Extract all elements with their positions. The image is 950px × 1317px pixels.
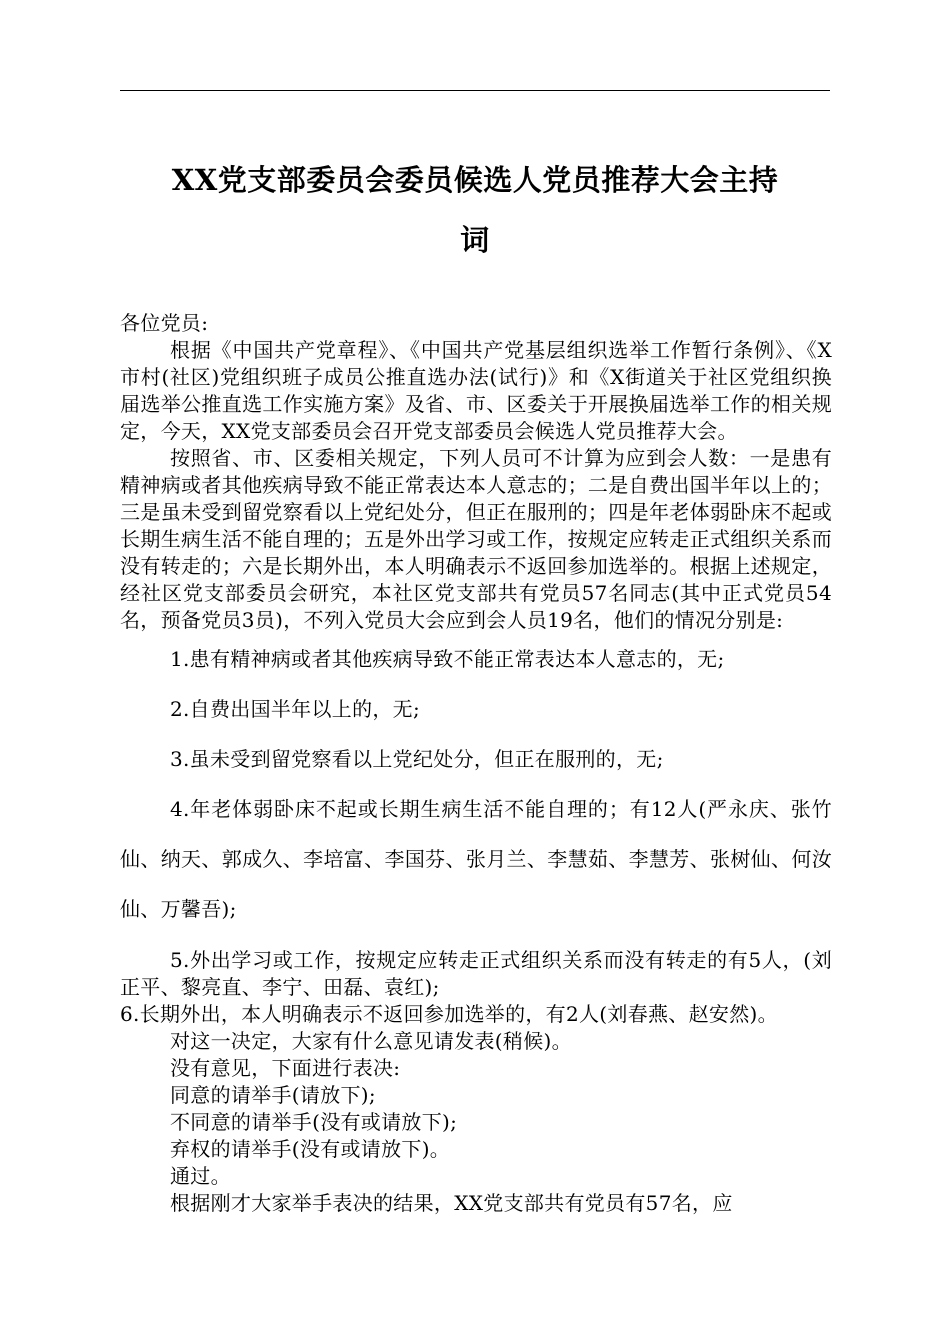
opinion-line: 对这一决定，大家有什么意见请发表(稍候)。	[170, 1029, 572, 1053]
document-title	[120, 150, 830, 270]
list-item-1: 1.患有精神病或者其他疾病导致不能正常表达本人意志的，无;	[170, 647, 725, 671]
list-item-6: 6.长期外出，本人明确表示不返回参加选举的，有2人(刘春燕、赵安然)。	[120, 1002, 778, 1026]
abstain-line: 弃权的请举手(没有或请放下)。	[170, 1137, 451, 1161]
list-item-4: 4.年老体弱卧床不起或长期生病生活不能自理的；有12人(严永庆、张竹仙、纳天、郭成久、李培富、李国芬、张月兰、李慧茹、李慧芳、张树仙、何汝仙、万馨吾);	[120, 797, 832, 921]
title-line-2: 词	[460, 223, 490, 257]
passed-line: 通过。	[170, 1164, 231, 1188]
title-line-1: XX党支部委员会委员候选人党员推荐大会主持	[171, 163, 779, 197]
paragraph-rules: 按照省、市、区委相关规定，下列人员可不计算为应到会人数：一是患有精神病或者其他疾病导致不能正常表达本人意志的；二是自费出国半年以上的；三是虽未受到留党察看以上党纪处分，但正在服刑的；四是年老体弱卧床不起或长期生病生活不能自理的；五是外出学习或工作，按规定应转走正式组织关系而没有转走的；六是长期外出，本人明确表示不返回参加选举的。根据上述规定，经社区党支部委员会研究，本社区党支部共有党员57名同志(其中正式党员54名，预备党员3员)，不列入党员大会应到会人员19名，他们的情况分别是:	[120, 446, 832, 632]
header-rule	[120, 90, 830, 91]
vote-line: 没有意见，下面进行表决:	[170, 1056, 401, 1080]
paragraph-basis: 根据《中国共产党章程》、《中国共产党基层组织选举工作暂行条例》、《X市村(社区)党组织班子成员公推直选办法(试行)》和《X街道关于社区党组织换届选举公推直选工作实施方案》及省、市、区委关于开展换届选举工作的相关规定，今天，XX党支部委员会召开党支部委员会候选人党员推荐大会。	[120, 338, 832, 443]
agree-line: 同意的请举手(请放下);	[170, 1083, 376, 1107]
salutation: 各位党员:	[120, 311, 209, 335]
list-item-3: 3.虽未受到留党察看以上党纪处分，但正在服刑的，无;	[170, 747, 664, 771]
document-body	[120, 310, 832, 1217]
result-line: 根据刚才大家举手表决的结果，XX党支部共有党员有57名，应	[170, 1191, 733, 1215]
list-item-5: 5.外出学习或工作，按规定应转走正式组织关系而没有转走的有5人，(刘正平、黎亮直、李宁、田磊、袁红);	[120, 948, 832, 999]
disagree-line: 不同意的请举手(没有或请放下);	[170, 1110, 458, 1134]
list-item-2: 2.自费出国半年以上的，无;	[170, 697, 421, 721]
